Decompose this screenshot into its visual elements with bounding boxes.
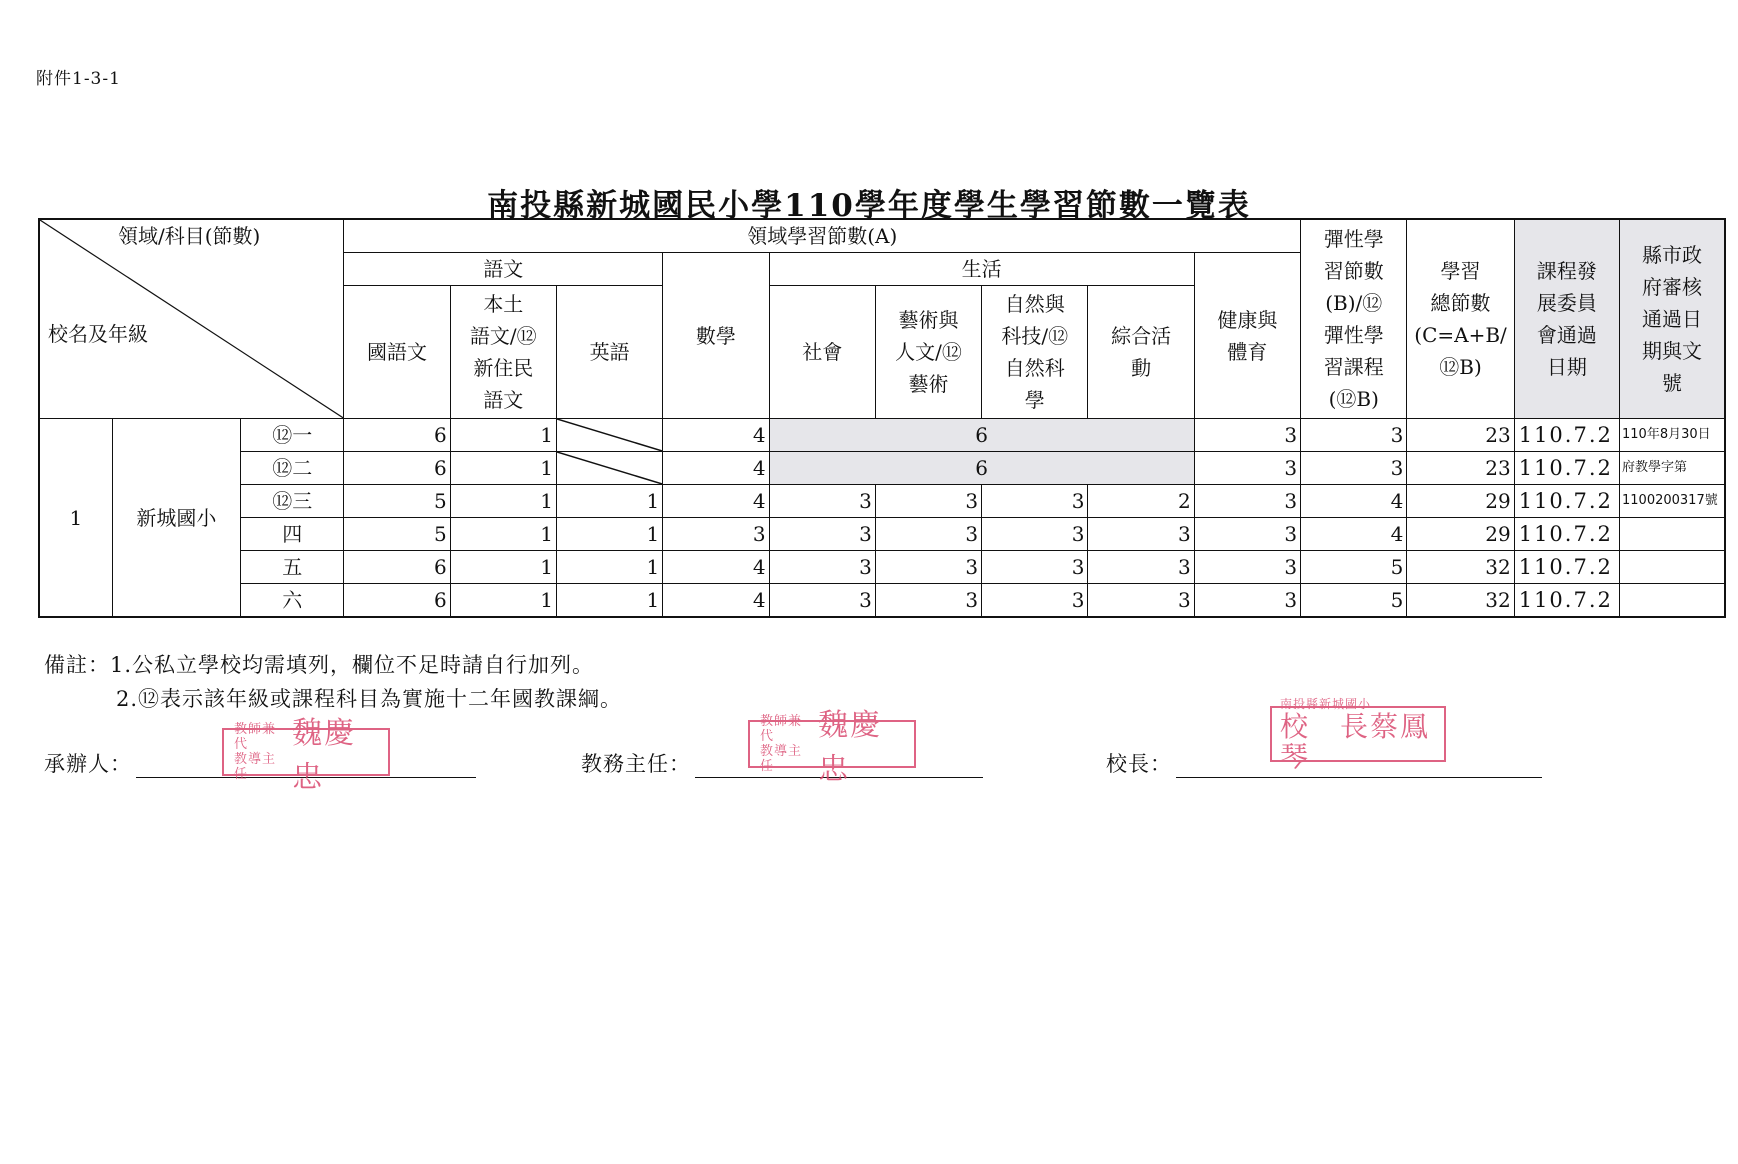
health-pe-cell: 3 [1194,551,1300,584]
science-cell: 3 [982,551,1088,584]
committee-date-cell: 110.7.2 [1514,419,1619,452]
math-cell: 4 [663,419,769,452]
header-science: 自然與 科技/⑫ 自然科 學 [982,286,1088,419]
english-cell: 1 [556,551,662,584]
life-merged-cell: 6 [769,419,1194,452]
table-row [39,485,1725,518]
english-cell: 1 [556,485,662,518]
committee-date-cell: 110.7.2 [1514,518,1619,551]
integrated-cell: 2 [1088,485,1194,518]
native-language-cell: 1 [450,584,556,618]
committee-date-cell: 110.7.2 [1514,485,1619,518]
mandarin-cell: 6 [344,419,450,452]
science-cell: 3 [982,485,1088,518]
english-cell: 1 [556,584,662,618]
header-native-language: 本土 語文/⑫ 新住民 語文 [450,286,556,419]
native-language-cell: 1 [450,452,556,485]
science-cell: 3 [982,518,1088,551]
math-cell: 4 [663,452,769,485]
school-number: 1 [39,419,112,618]
total-hours-cell: 23 [1407,419,1514,452]
header-integrated-activities: 綜合活 動 [1088,286,1194,419]
grade-cell: ⑫二 [241,452,344,485]
math-cell: 4 [663,584,769,618]
integrated-cell: 3 [1088,584,1194,618]
remark-line-2: 2.⑫表示該年級或課程科目為實施十二年國教課綱。 [116,687,623,711]
total-hours-cell: 32 [1407,584,1514,618]
total-hours-cell: 29 [1407,485,1514,518]
flex-hours-cell: 4 [1301,518,1407,551]
arts-cell: 3 [875,518,981,551]
arts-cell: 3 [875,485,981,518]
committee-date-cell: 110.7.2 [1514,551,1619,584]
document-title: 南投縣新城國民小學110學年度學生學習節數一覽表 [487,188,1251,224]
header-committee-date: 課程發 展委員 會通過 日期 [1514,219,1619,419]
gov-approval-cell [1620,551,1726,584]
native-language-cell: 1 [450,551,556,584]
math-cell: 3 [663,518,769,551]
teaching-hours-table [38,218,1726,618]
flex-hours-cell: 3 [1301,452,1407,485]
native-language-cell: 1 [450,485,556,518]
header-english: 英語 [556,286,662,419]
arts-cell: 3 [875,584,981,618]
table-row [39,551,1725,584]
gov-approval-cell: 110年8月30日 [1620,419,1726,452]
english-cell-not-applicable [556,419,662,452]
header-health-pe: 健康與 體育 [1194,253,1300,419]
health-pe-cell: 3 [1194,452,1300,485]
math-cell: 4 [663,485,769,518]
total-hours-cell: 23 [1407,452,1514,485]
english-cell: 1 [556,518,662,551]
grade-cell: 六 [241,584,344,618]
mandarin-cell: 5 [344,518,450,551]
diagonal-corner-header [39,219,344,419]
grade-cell: 五 [241,551,344,584]
gov-approval-cell [1620,518,1726,551]
header-arts: 藝術與 人文/⑫ 藝術 [875,286,981,419]
table-row [39,419,1725,452]
mandarin-cell: 5 [344,485,450,518]
flex-hours-cell: 5 [1301,584,1407,618]
header-total-hours: 學習 總節數 (C=A+B/ ⑫B) [1407,219,1514,419]
remarks [44,648,622,716]
mandarin-cell: 6 [344,551,450,584]
header-flex-hours: 彈性學 習節數 (B)/⑫ 彈性學 習課程 (⑫B) [1301,219,1407,419]
flex-hours-cell: 4 [1301,485,1407,518]
health-pe-cell: 3 [1194,419,1300,452]
header-social: 社會 [769,286,875,419]
slash-line [557,419,662,451]
math-cell: 4 [663,551,769,584]
social-cell: 3 [769,584,875,618]
grade-cell: ⑫三 [241,485,344,518]
remark-line-1: 備註：1.公私立學校均需填列，欄位不足時請自行加列。 [44,653,595,677]
social-cell: 3 [769,518,875,551]
mandarin-cell: 6 [344,584,450,618]
life-merged-cell: 6 [769,452,1194,485]
header-math: 數學 [663,253,769,419]
header-domain-hours: 領域學習節數(A) [344,219,1301,253]
director-label: 教務主任： [581,752,691,776]
science-cell: 3 [982,584,1088,618]
social-cell: 3 [769,551,875,584]
clerk-label: 承辦人： [44,752,132,776]
header-language-group: 語文 [344,253,663,286]
arts-cell: 3 [875,551,981,584]
principal-seal-stamp: 南投縣新城國小 校 長蔡鳳琴 [1270,706,1446,762]
table-row [39,518,1725,551]
principal-label: 校長： [1106,752,1172,776]
social-cell: 3 [769,485,875,518]
gov-approval-cell: 1100200317號 [1620,485,1726,518]
flex-hours-cell: 3 [1301,419,1407,452]
clerk-seal-stamp: 教師兼代 教導主任 魏慶忠 [222,728,390,776]
health-pe-cell: 3 [1194,485,1300,518]
gov-approval-cell: 府教學字第 [1620,452,1726,485]
grade-cell: 四 [241,518,344,551]
grade-cell: ⑫一 [241,419,344,452]
document-reference-number: 附件1-3-1 [36,69,121,89]
total-hours-cell: 29 [1407,518,1514,551]
integrated-cell: 3 [1088,518,1194,551]
committee-date-cell: 110.7.2 [1514,584,1619,618]
health-pe-cell: 3 [1194,518,1300,551]
table-row [39,452,1725,485]
native-language-cell: 1 [450,518,556,551]
committee-date-cell: 110.7.2 [1514,452,1619,485]
corner-label-school-grade: 校名及年級 [48,322,148,346]
flex-hours-cell: 5 [1301,551,1407,584]
header-mandarin: 國語文 [344,286,450,419]
slash-line [557,452,662,484]
total-hours-cell: 32 [1407,551,1514,584]
header-gov-approval: 縣市政 府審核 通過日 期與文 號 [1620,219,1726,419]
native-language-cell: 1 [450,419,556,452]
corner-label-subjects: 領域/科目(節數) [118,224,261,248]
integrated-cell: 3 [1088,551,1194,584]
school-name: 新城國小 [112,419,240,618]
header-life-group: 生活 [769,253,1194,286]
director-seal-stamp: 教師兼代 教導主任 魏慶忠 [748,720,916,768]
gov-approval-cell [1620,584,1726,618]
table-row [39,584,1725,618]
mandarin-cell: 6 [344,452,450,485]
english-cell-not-applicable [556,452,662,485]
health-pe-cell: 3 [1194,584,1300,618]
